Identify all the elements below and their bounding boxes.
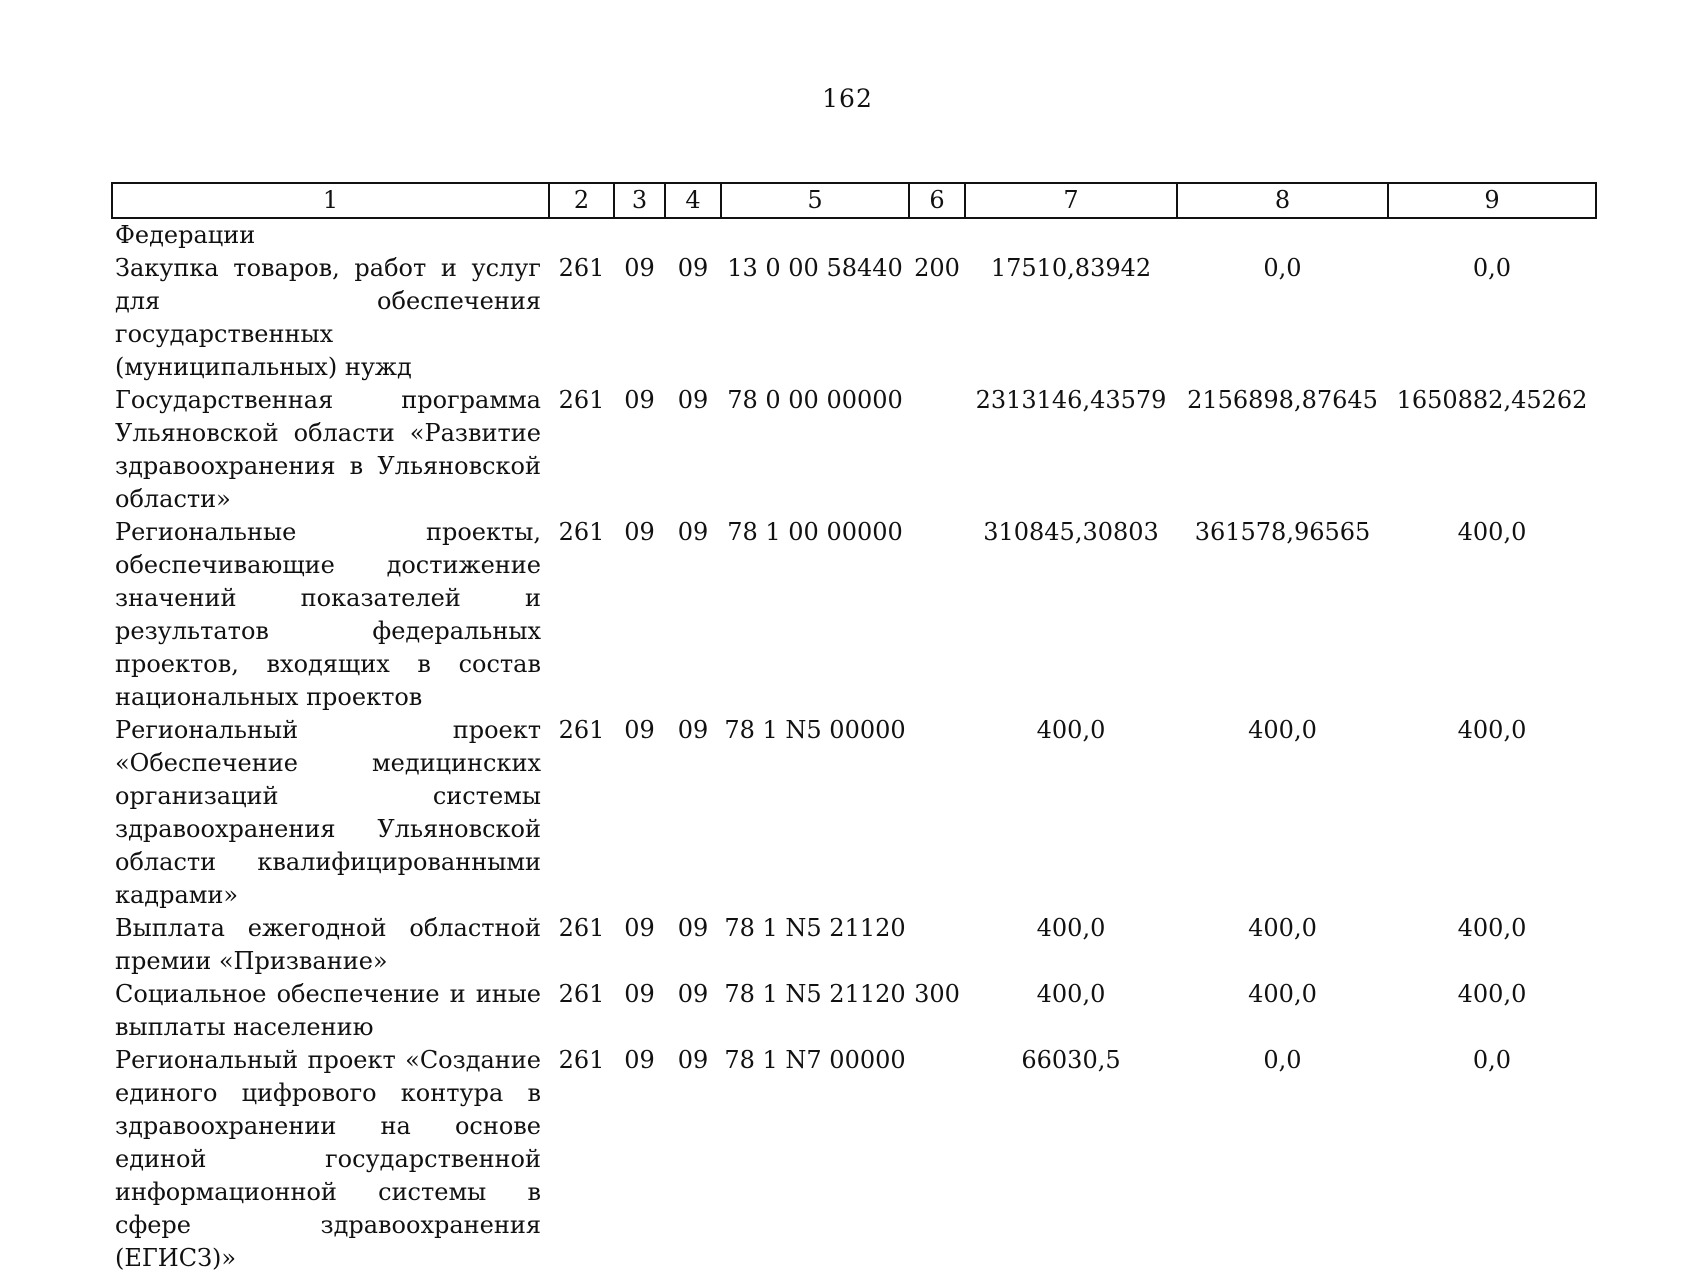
row-value-8: 2156898,87645 [1187,386,1378,414]
row-value-8: 400,0 [1248,716,1317,744]
row-name: Региональный проект «Обеспечение медицинских организаций системы здравоохранения Ульяновской области квалифицированными кадрами» [115,716,541,909]
row-code-2: 261 [558,386,605,414]
header-col-3: 3 [614,183,665,218]
row-code-4: 09 [677,716,709,744]
row-code-4: 09 [677,980,709,1008]
header-col-4: 4 [665,183,721,218]
table-row [112,252,1596,384]
row-code-6: 300 [914,980,960,1008]
table-row [112,1044,1596,1275]
row-code-6: 200 [914,254,960,282]
row-code-3: 09 [624,716,655,744]
row-code-5: 78 1 N5 00000 [724,716,906,744]
header-col-1: 1 [112,183,549,218]
header-col-8: 8 [1177,183,1388,218]
row-value-9: 0,0 [1472,254,1512,282]
row-code-6 [909,1044,965,1275]
row-value-8: 0,0 [1263,1046,1302,1074]
row-code-6 [909,714,965,912]
row-value-7: 400,0 [1036,914,1106,942]
row-value-8: 400,0 [1248,914,1317,942]
row-code-5: 78 1 N7 00000 [724,1046,906,1074]
row-code-4: 09 [677,1046,709,1074]
row-code-3: 09 [624,914,655,942]
row-name: Социальное обеспечение и иные выплаты населению [115,980,541,1041]
row-name: Закупка товаров, работ и услуг для обеспечения государственных (муниципальных) нужд [115,254,541,381]
row-value-8: 400,0 [1248,980,1317,1008]
row-code-3: 09 [624,386,655,414]
row-code-2: 261 [558,518,605,546]
row-code-5: 78 1 N5 21120 [724,914,906,942]
row-code-4: 09 [677,254,709,282]
row-code-2: 261 [558,254,605,282]
row-value-7: 66030,5 [1021,1046,1121,1074]
continuation-text: Федерации [115,221,256,249]
row-value-7: 17510,83942 [990,254,1152,282]
row-value-7: 310845,30803 [983,518,1159,546]
row-value-7: 2313146,43579 [975,386,1167,414]
header-col-7: 7 [965,183,1177,218]
row-code-5: 13 0 00 58440 [727,254,903,282]
row-value-9: 400,0 [1457,914,1527,942]
table-row [112,384,1596,516]
row-value-7: 400,0 [1036,716,1106,744]
row-code-2: 261 [558,716,605,744]
row-code-5: 78 0 00 00000 [727,386,903,414]
row-value-9: 0,0 [1472,1046,1512,1074]
row-code-3: 09 [624,1046,655,1074]
row-code-3: 09 [624,980,655,1008]
row-code-5: 78 1 00 00000 [727,518,903,546]
row-code-4: 09 [677,914,709,942]
row-code-3: 09 [624,254,655,282]
table-row [112,912,1596,978]
row-code-2: 261 [558,914,605,942]
row-value-9: 400,0 [1457,518,1527,546]
row-value-7: 400,0 [1036,980,1106,1008]
table-row [112,978,1596,1044]
table-header-row [112,183,1596,218]
header-col-6: 6 [909,183,965,218]
row-name: Региональный проект «Создание единого цифрового контура в здравоохранении на основе единой государственной информационной системы в сфере здравоохранения (ЕГИСЗ)» [115,1046,541,1272]
row-code-5: 78 1 N5 21120 [724,980,906,1008]
page-number: 162 [822,84,873,113]
budget-table [111,182,1597,1275]
row-value-9: 400,0 [1457,716,1527,744]
row-code-2: 261 [558,1046,605,1074]
continuation-row [112,218,1596,252]
row-code-4: 09 [677,518,709,546]
row-value-8: 0,0 [1263,254,1302,282]
table-row [112,714,1596,912]
row-code-6 [909,384,965,516]
row-name: Выплата ежегодной областной премии «Призвание» [115,914,541,975]
row-code-3: 09 [624,518,655,546]
header-col-9: 9 [1388,183,1596,218]
row-code-2: 261 [558,980,605,1008]
row-name: Региональные проекты, обеспечивающие достижение значений показателей и результатов федеральных проектов, входящих в состав национальных проектов [115,518,541,711]
row-code-4: 09 [677,386,709,414]
table-row [112,516,1596,714]
row-value-8: 361578,96565 [1194,518,1371,546]
header-col-2: 2 [549,183,614,218]
row-value-9: 1650882,45262 [1396,386,1588,414]
row-name: Государственная программа Ульяновской области «Развитие здравоохранения в Ульяновской области» [115,386,541,513]
row-value-9: 400,0 [1457,980,1527,1008]
row-code-6 [909,516,965,714]
row-code-6 [909,912,965,978]
header-col-5: 5 [721,183,909,218]
